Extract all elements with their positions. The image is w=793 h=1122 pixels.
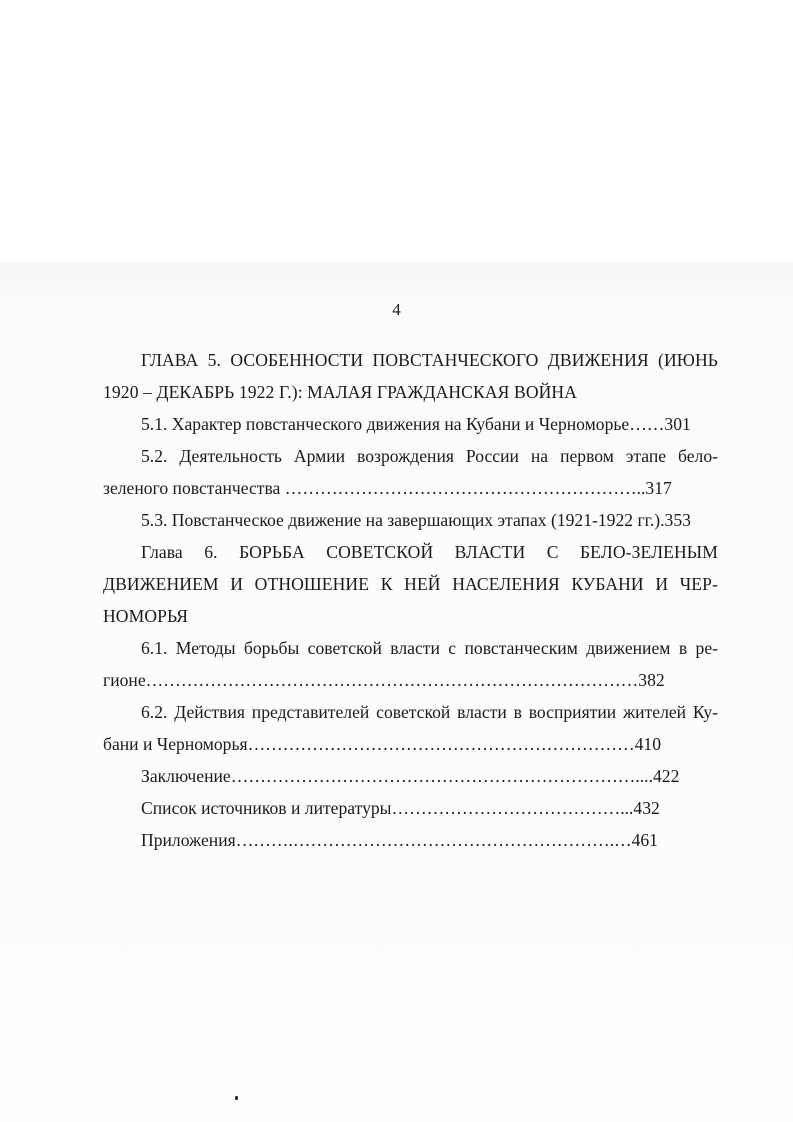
chapter-6-heading-line-3: НОМОРЬЯ — [103, 606, 189, 626]
chapter-5-heading-line-2: 1920 – ДЕКАБРЬ 1922 Г.): МАЛАЯ ГРАЖДАНСКАЯ ВОЙНА — [103, 382, 578, 402]
page-number: 4 — [392, 300, 401, 319]
toc-entry-6-1-line-1: 6.1. Методы борьбы советской власти с повстанческим движением в ре- — [141, 638, 718, 658]
toc-entry-6-2-line-1: 6.2. Действия представителей советской власти в восприятии жителей Ку- — [141, 702, 718, 722]
table-of-contents — [103, 344, 718, 856]
toc-entry-conclusion: Заключение……………………………………………………………....422 — [141, 766, 680, 786]
toc-entry-appendices: Приложения……….……………………………………………….…461 — [141, 830, 658, 850]
toc-entry-6-2-line-2: бани и Черноморья…………………………………………………………410 — [103, 734, 662, 754]
toc-entry-5-2-line-2: зеленого повстанчества ……………………………………………………..317 — [103, 478, 672, 498]
chapter-6-heading-line-1: Глава 6. БОРЬБА СОВЕТСКОЙ ВЛАСТИ С БЕЛО-ЗЕЛЕНЫМ — [141, 542, 718, 562]
toc-entry-5-1: 5.1. Характер повстанческого движения на Кубани и Черноморье……301 — [141, 414, 691, 434]
toc-entry-6-1-line-2: гионе…………………………………………………………………………382 — [103, 670, 665, 690]
toc-entry-5-2-line-1: 5.2. Деятельность Армии возрождения России на первом этапе бело- — [141, 446, 718, 466]
chapter-5-heading-line-1: ГЛАВА 5. ОСОБЕННОСТИ ПОВСТАНЧЕСКОГО ДВИЖЕНИЯ (ИЮНЬ — [141, 350, 718, 370]
scan-speck — [235, 1096, 238, 1100]
toc-entry-5-3: 5.3. Повстанческое движение на завершающих этапах (1921-1922 гг.).353 — [141, 510, 691, 530]
toc-entry-sources: Список источников и литературы…………………………………...432 — [141, 798, 660, 818]
chapter-6-heading-line-2: ДВИЖЕНИЕМ И ОТНОШЕНИЕ К НЕЙ НАСЕЛЕНИЯ КУБАНИ И ЧЕР- — [103, 574, 718, 594]
